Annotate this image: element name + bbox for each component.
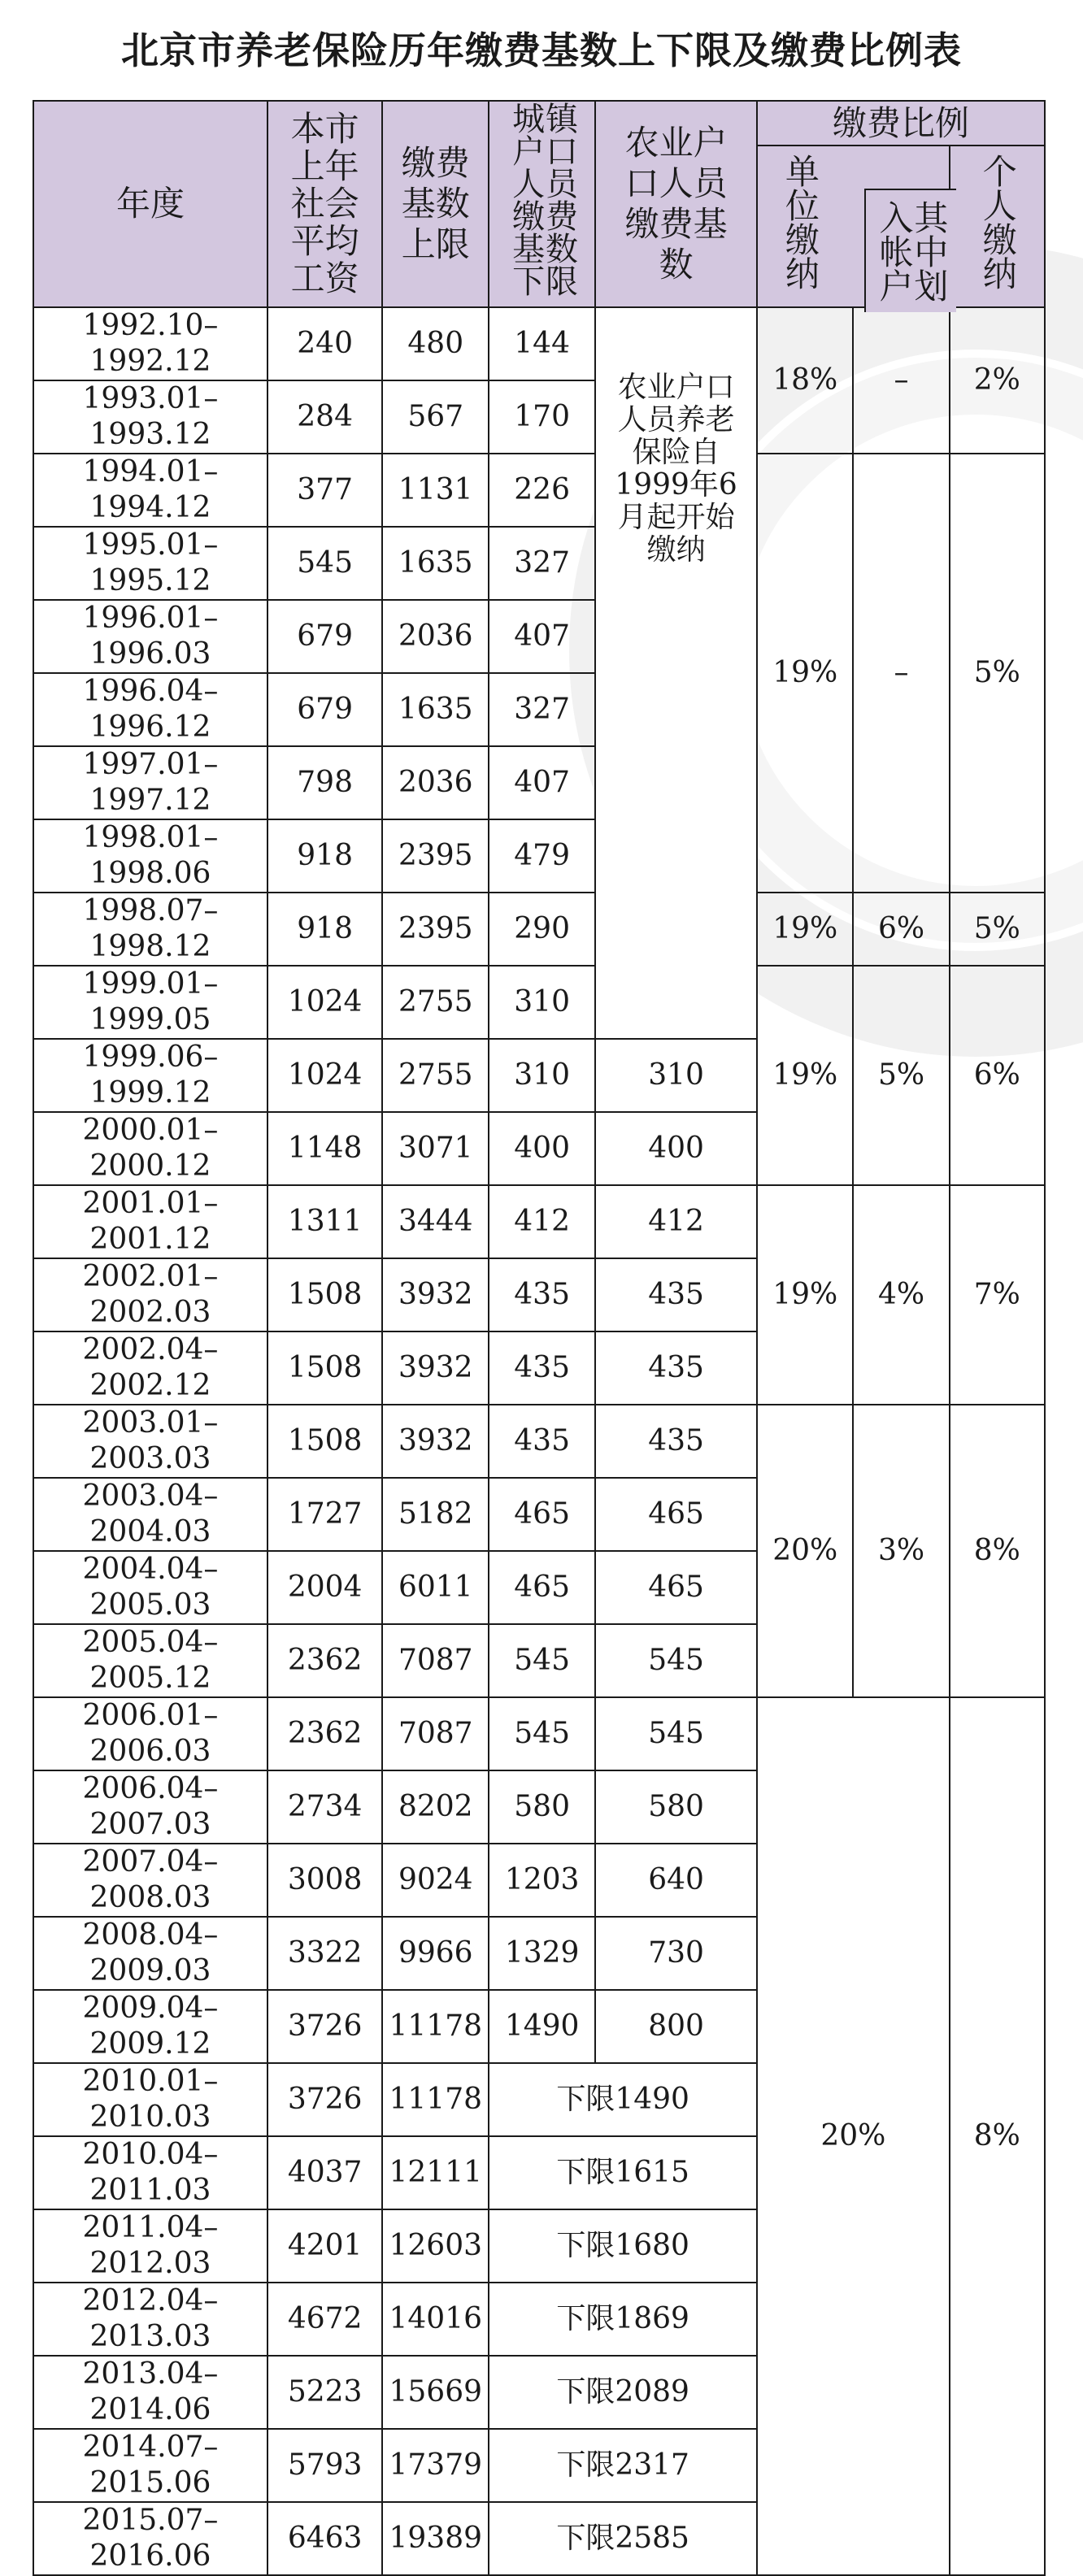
avg-wage-cell: 918 [267,819,382,893]
period-cell: 2015.07–2016.06 [33,2502,267,2575]
upper-limit-cell: 12111 [382,2136,489,2209]
avg-wage-cell: 679 [267,673,382,746]
unit-ratio-cell: 18% [757,307,853,454]
avg-wage-cell: 3726 [267,2063,382,2136]
header-avg-wage-line: 工资 [290,258,359,298]
table-row [33,1697,1045,1770]
upper-limit-cell: 3932 [382,1331,489,1405]
urban-lower-cell: 407 [489,746,595,819]
urban-lower-cell: 465 [489,1551,595,1624]
header-avg-wage [267,101,382,307]
urban-lower-cell: 1329 [489,1917,595,1990]
avg-wage-cell: 4672 [267,2283,382,2356]
account-ratio-cell: 5% [853,966,949,1185]
upper-limit-cell: 1635 [382,527,489,600]
urban-lower-cell: 580 [489,1770,595,1844]
period-cell: 2012.04–2013.03 [33,2283,267,2356]
period-cell: 1998.01–1998.06 [33,819,267,893]
period-cell: 2006.04–2007.03 [33,1770,267,1844]
table-row [33,1405,1045,1478]
header-unit-pay-text: 单位缴纳 [780,154,820,290]
period-cell: 2005.04–2005.12 [33,1624,267,1697]
header-ratio-group: 缴费比例 [757,101,1045,146]
header-upper-line: 缴费 [401,143,470,183]
urban-lower-cell: 170 [489,380,595,454]
urban-lower-cell: 435 [489,1405,595,1478]
page-title: 北京市养老保险历年缴费基数上下限及缴费比例表 [121,28,962,72]
period-cell: 2010.01–2010.03 [33,2063,267,2136]
period-cell: 1994.01–1994.12 [33,454,267,527]
header-year: 年度 [33,101,267,307]
account-ratio-cell: 4% [853,1185,949,1405]
avg-wage-cell: 2004 [267,1551,382,1624]
period-cell: 2008.04–2009.03 [33,1917,267,1990]
table-row [33,454,1045,527]
period-cell: 2013.04–2014.06 [33,2356,267,2429]
avg-wage-cell: 5223 [267,2356,382,2429]
upper-limit-cell: 567 [382,380,489,454]
period-cell: 1997.01–1997.12 [33,746,267,819]
agri-base-cell: 465 [595,1551,757,1624]
period-cell: 1999.01–1999.05 [33,966,267,1039]
avg-wage-cell: 1024 [267,1039,382,1112]
account-ratio-cell: – [853,454,949,893]
agri-note-line: 1999年6 [615,468,737,502]
table-row [33,307,1045,380]
period-cell: 2003.01–2003.03 [33,1405,267,1478]
individual-ratio-cell: 6% [950,966,1045,1185]
urban-lower-cell: 310 [489,1039,595,1112]
agri-base-cell: 545 [595,1697,757,1770]
upper-limit-cell: 15669 [382,2356,489,2429]
avg-wage-cell: 5793 [267,2429,382,2502]
individual-ratio-cell: 5% [950,454,1045,893]
individual-ratio-cell: 7% [950,1185,1045,1405]
individual-ratio-cell: 8% [950,1405,1045,1697]
period-cell: 2003.04–2004.03 [33,1478,267,1551]
avg-wage-cell: 4037 [267,2136,382,2209]
avg-wage-cell: 798 [267,746,382,819]
header-agri-line: 缴费基 [624,204,728,244]
header-agri-line: 农业户 [624,123,728,163]
upper-limit-cell: 2395 [382,819,489,893]
upper-limit-cell: 2755 [382,1039,489,1112]
period-cell: 2006.01–2006.03 [33,1697,267,1770]
urban-lower-cell: 327 [489,527,595,600]
urban-lower-cell: 144 [489,307,595,380]
upper-limit-cell: 7087 [382,1697,489,1770]
urban-lower-cell: 1490 [489,1990,595,2063]
upper-limit-cell: 3071 [382,1112,489,1185]
upper-limit-cell: 11178 [382,2063,489,2136]
upper-limit-cell: 2036 [382,600,489,673]
upper-limit-cell: 19389 [382,2502,489,2575]
period-cell: 1998.07–1998.12 [33,893,267,966]
period-cell: 2002.01–2002.03 [33,1258,267,1331]
upper-limit-cell: 17379 [382,2429,489,2502]
upper-limit-cell: 1131 [382,454,489,527]
upper-limit-cell: 6011 [382,1551,489,1624]
agri-base-cell: 435 [595,1405,757,1478]
table-row [33,966,1045,1039]
period-cell: 2011.04–2012.03 [33,2209,267,2283]
contribution-table [33,100,1046,2576]
urban-lower-cell: 310 [489,966,595,1039]
period-cell: 2007.04–2008.03 [33,1844,267,1917]
upper-limit-cell: 1635 [382,673,489,746]
avg-wage-cell: 240 [267,307,382,380]
upper-limit-cell: 9024 [382,1844,489,1917]
individual-ratio-cell: 2% [950,307,1045,454]
avg-wage-cell: 3726 [267,1990,382,2063]
urban-lower-cell: 479 [489,819,595,893]
header-avg-wage-line: 本市 [290,109,359,149]
urban-lower-cell: 226 [489,454,595,527]
period-cell: 1993.01–1993.12 [33,380,267,454]
urban-lower-cell: 412 [489,1185,595,1258]
account-ratio-cell: 6% [853,893,949,966]
urban-lower-cell: 1203 [489,1844,595,1917]
lower-limit-merged-cell: 下限1680 [489,2209,757,2283]
period-cell: 2014.07–2015.06 [33,2429,267,2502]
upper-limit-cell: 12603 [382,2209,489,2283]
unit-ratio-cell: 19% [757,454,853,893]
avg-wage-cell: 679 [267,600,382,673]
period-cell: 1996.04–1996.12 [33,673,267,746]
avg-wage-cell: 545 [267,527,382,600]
agri-base-cell: 800 [595,1990,757,2063]
agri-note-line: 保险自 [632,436,720,469]
upper-limit-cell: 11178 [382,1990,489,2063]
header-agri-base [595,101,757,307]
upper-limit-cell: 5182 [382,1478,489,1551]
urban-lower-cell: 435 [489,1331,595,1405]
urban-lower-cell: 465 [489,1478,595,1551]
header-avg-wage-line: 上年 [290,146,359,186]
lower-limit-merged-cell: 下限2089 [489,2356,757,2429]
lower-limit-merged-cell: 下限2585 [489,2502,757,2575]
header-upper-line: 上限 [401,224,470,264]
avg-wage-cell: 2362 [267,1624,382,1697]
avg-wage-cell: 377 [267,454,382,527]
header-upper-limit [382,101,489,307]
upper-limit-cell: 7087 [382,1624,489,1697]
upper-limit-cell: 9966 [382,1917,489,1990]
unit-ratio-cell: 19% [757,893,853,966]
avg-wage-cell: 3008 [267,1844,382,1917]
period-cell: 2009.04–2009.12 [33,1990,267,2063]
agri-note-line: 农业户口 [617,371,735,404]
lower-limit-merged-cell: 下限1490 [489,2063,757,2136]
avg-wage-cell: 284 [267,380,382,454]
urban-lower-cell: 327 [489,673,595,746]
upper-limit-cell: 8202 [382,1770,489,1844]
table-row [33,1185,1045,1258]
header-avg-wage-line: 社会 [290,184,359,224]
avg-wage-cell: 1508 [267,1258,382,1331]
urban-lower-cell: 407 [489,600,595,673]
period-cell: 1995.01–1995.12 [33,527,267,600]
header-agri-line: 数 [659,245,694,285]
lower-limit-merged-cell: 下限1869 [489,2283,757,2356]
agri-base-cell: 412 [595,1185,757,1258]
header-upper-line: 基数 [401,184,470,224]
header-of-which-text: 其中划入帐户 [874,200,950,302]
period-cell: 2004.04–2005.03 [33,1551,267,1624]
unit-ratio-cell: 20% [757,1405,853,1697]
agri-note-line: 缴纳 [646,533,706,567]
urban-lower-cell: 290 [489,893,595,966]
upper-limit-cell: 3444 [382,1185,489,1258]
header-individual-text: 个人缴纳 [977,154,1018,290]
individual-ratio-cell: 8% [950,1697,1045,2575]
avg-wage-cell: 6463 [267,2502,382,2575]
upper-limit-cell: 480 [382,307,489,380]
header-agri-line: 口人员 [624,163,728,203]
agri-base-cell: 435 [595,1331,757,1405]
avg-wage-cell: 3322 [267,1917,382,1990]
agri-base-cell: 310 [595,1039,757,1112]
agri-note-line: 人员养老 [617,403,735,437]
period-cell: 1999.06–1999.12 [33,1039,267,1112]
upper-limit-cell: 3932 [382,1405,489,1478]
agri-base-cell: 435 [595,1258,757,1331]
header-urban-lower-limit [489,101,595,307]
lower-limit-merged-cell: 下限1615 [489,2136,757,2209]
agri-base-cell: 545 [595,1624,757,1697]
individual-ratio-cell: 5% [950,893,1045,966]
avg-wage-cell: 1508 [267,1331,382,1405]
agri-base-cell: 465 [595,1478,757,1551]
avg-wage-cell: 1508 [267,1405,382,1478]
upper-limit-cell: 2036 [382,746,489,819]
agri-base-cell: 730 [595,1917,757,1990]
unit-ratio-cell: 19% [757,966,853,1185]
agri-base-cell: 640 [595,1844,757,1917]
header-urban-lower-col2: 镇口员费数限 [540,102,578,297]
upper-limit-cell: 2755 [382,966,489,1039]
upper-limit-cell: 14016 [382,2283,489,2356]
header-individual [950,146,1045,307]
agri-base-cell: 580 [595,1770,757,1844]
period-cell: 2002.04–2002.12 [33,1331,267,1405]
period-cell: 2010.04–2011.03 [33,2136,267,2209]
agri-base-cell: 400 [595,1112,757,1185]
avg-wage-cell: 1024 [267,966,382,1039]
account-ratio-cell: – [853,307,949,454]
table-row [33,893,1045,966]
avg-wage-cell: 918 [267,893,382,966]
period-cell: 2000.01–2000.12 [33,1112,267,1185]
agri-note-line: 月起开始 [617,501,735,534]
urban-lower-cell: 400 [489,1112,595,1185]
header-urban-lower-col1: 城户人缴基下 [507,102,545,297]
period-cell: 2001.01–2001.12 [33,1185,267,1258]
unit-ratio-cell: 19% [757,1185,853,1405]
agri-note-cell [595,307,757,1039]
header-of-which-overlay [864,189,956,312]
upper-limit-cell: 2395 [382,893,489,966]
upper-limit-cell: 3932 [382,1258,489,1331]
avg-wage-cell: 4201 [267,2209,382,2283]
avg-wage-cell: 2734 [267,1770,382,1844]
lower-limit-merged-cell: 下限2317 [489,2429,757,2502]
table-body [33,307,1045,2575]
urban-lower-cell: 545 [489,1624,595,1697]
urban-lower-cell: 545 [489,1697,595,1770]
avg-wage-cell: 2362 [267,1697,382,1770]
unit-ratio-cell: 20% [757,1697,950,2575]
period-cell: 1996.01–1996.03 [33,600,267,673]
avg-wage-cell: 1727 [267,1478,382,1551]
avg-wage-cell: 1311 [267,1185,382,1258]
period-cell: 1992.10–1992.12 [33,307,267,380]
account-ratio-cell: 3% [853,1405,949,1697]
urban-lower-cell: 435 [489,1258,595,1331]
header-avg-wage-line: 平均 [290,221,359,261]
avg-wage-cell: 1148 [267,1112,382,1185]
